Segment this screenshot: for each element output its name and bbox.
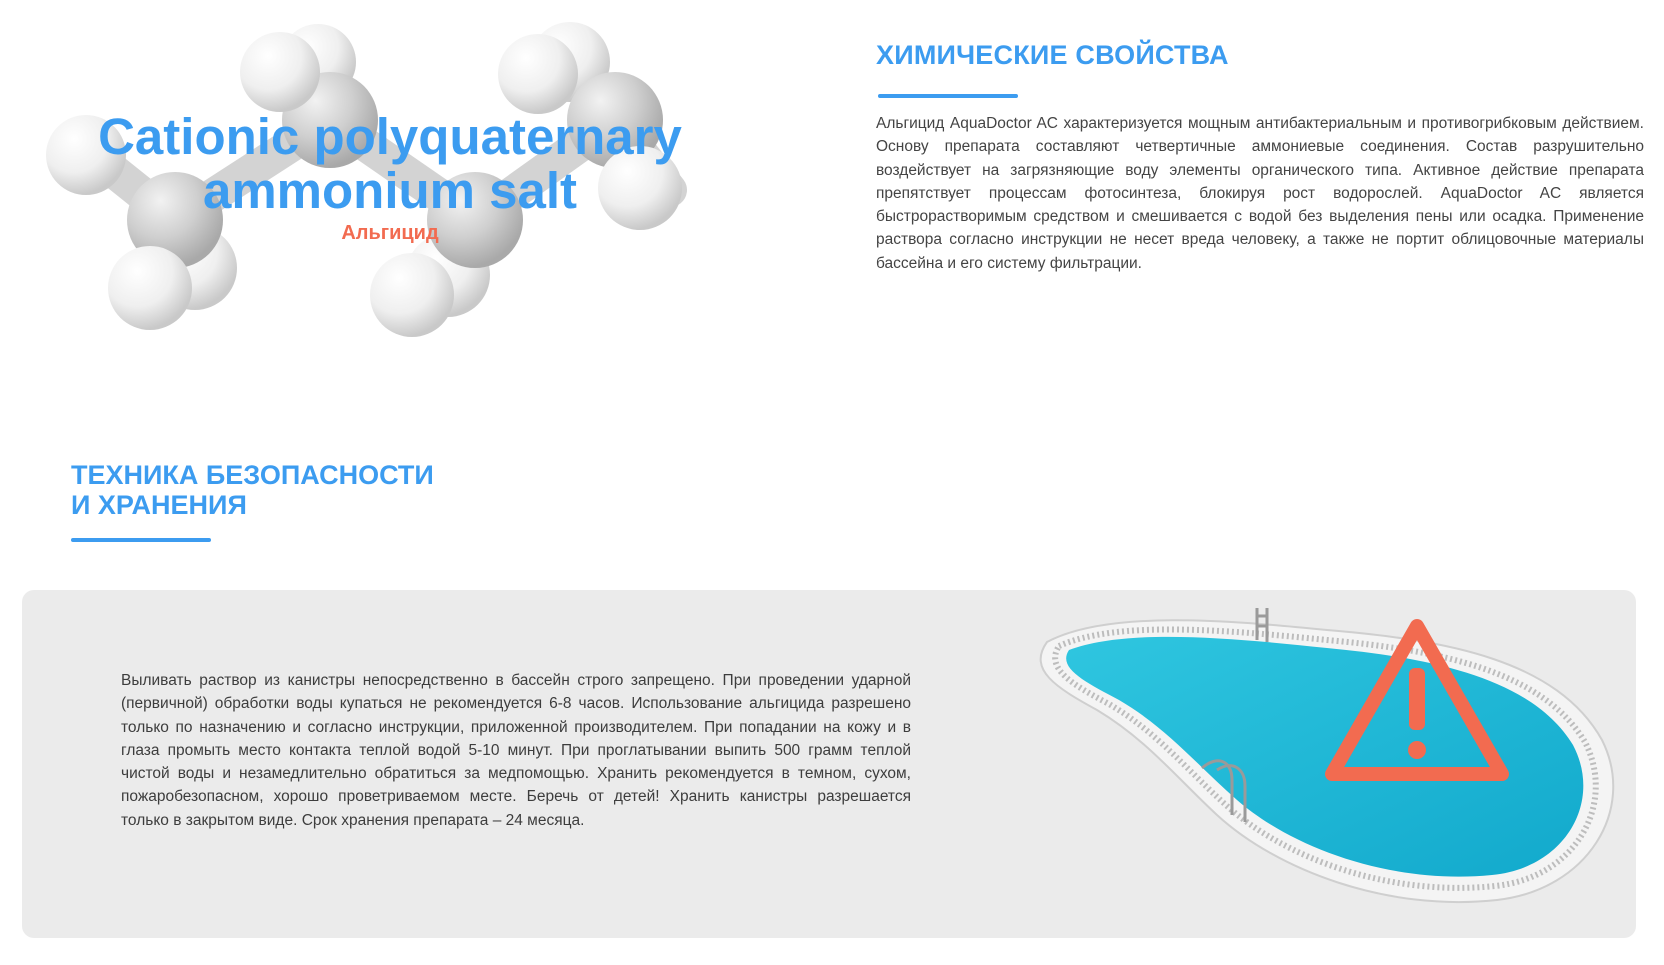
safety-panel: [22, 590, 1636, 938]
pool-warning-icon: [1027, 590, 1627, 938]
safety-heading-line2: И ХРАНЕНИЯ: [71, 490, 247, 520]
hero-subtitle: Альгицид: [341, 222, 439, 244]
safety-heading: [71, 460, 434, 520]
hero-section: [40, 10, 740, 360]
chemical-properties-text: Альгицид AquaDoctor AC характеризуется мощным антибактериальным и противогрибковым действием. Основу препарата составляют четвертичные аммониевые соединения. Состав разрушительно воздействует на загрязняющие воду элементы органического типа. Активное действие препарата препятствует процессам фотосинтеза, блокируя рост водорослей. AquaDoctor AC является быстрорастворимым средством и смешивается с водой без выделения пены или осадка. Применение раствора согласно инструкции не несет вреда человеку, а также не портит облицовочные материалы бассейна и его систему фильтрации.: [876, 115, 1644, 272]
safety-text: Выливать раствор из канистры непосредственно в бассейн строго запрещено. При проведении ударной (первичной) обработки воды купаться не рекомендуется 6-8 часов. Использование альгицида разрешено только по назначению и согласно инструкции, приложенной производителем. При попадании на кожу и в глаза промыть место контакта теплой водой 5-10 минут. При проглатывании выпить 500 грамм теплой чистой воды и незамедлительно обратиться за медпомощью. Хранить рекомендуется в темном, сухом, пожаробезопасном, хорошо проветриваемом месте. Беречь от детей! Хранить канистры разрешается только в закрытом виде. Срок хранения препарата – 24 месяца.: [121, 672, 911, 829]
safety-heading-underline: [71, 538, 211, 542]
chemical-heading-underline: [878, 94, 1018, 98]
chemical-properties-heading: ХИМИЧЕСКИЕ СВОЙСТВА: [876, 40, 1229, 70]
safety-heading-line1: ТЕХНИКА БЕЗОПАСНОСТИ: [71, 460, 434, 490]
hero-title: Cationic polyquaternary ammonium salt: [98, 108, 682, 219]
